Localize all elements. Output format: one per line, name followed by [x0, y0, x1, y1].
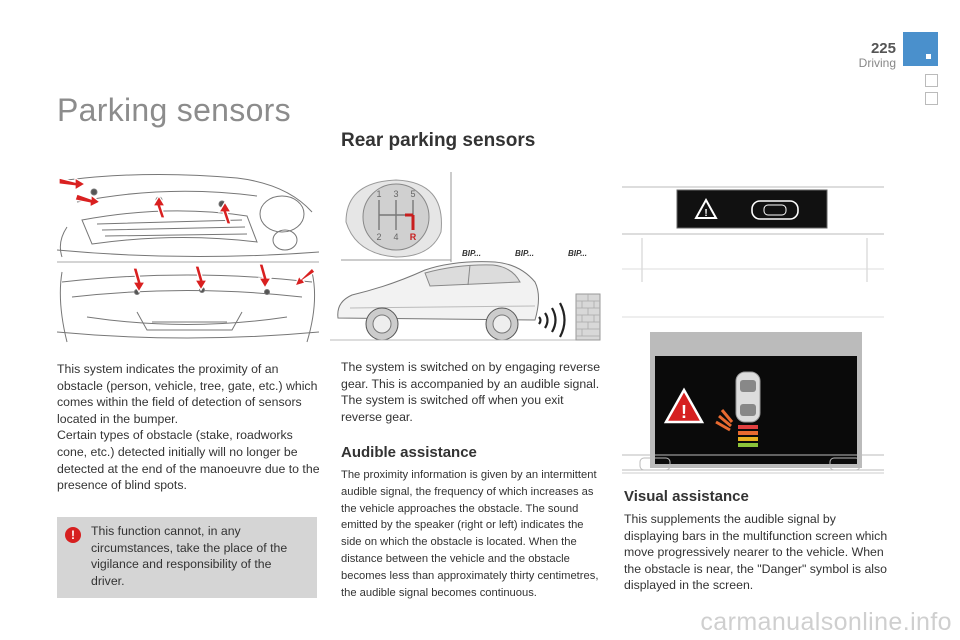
- page-number: 225: [870, 40, 896, 57]
- svg-text:!: !: [681, 402, 687, 422]
- dashboard-bottom-strip: [622, 453, 887, 475]
- warning-icon: !: [65, 527, 81, 543]
- warning-text: This function cannot, in any circumstances, take the place of the vigilance and responsibility of the driver.: [91, 524, 288, 588]
- section-name: Driving: [858, 56, 896, 70]
- car-reversing-illustration: [330, 240, 605, 350]
- page-title: Parking sensors: [57, 92, 291, 128]
- section-tab-empty: [925, 92, 938, 105]
- gear-number: 2: [376, 232, 382, 242]
- multifunction-screen-illustration: [622, 182, 887, 474]
- visual-text: This supplements the audible signal by displaying bars in the multifunction screen which move progressively nearer to the vehicle. When the obstacle is near, the "Danger" symbol is also displayed in the screen.: [624, 512, 888, 593]
- visual-heading: Visual assistance: [624, 488, 749, 505]
- watermark: carmanualsonline.info: [700, 608, 952, 636]
- gear-number: 4: [393, 232, 399, 242]
- rear-parking-heading: Rear parking sensors: [341, 130, 536, 151]
- gear-number: 5: [410, 189, 416, 199]
- section-tab: [903, 32, 938, 66]
- warning-box: [57, 517, 317, 598]
- beep-label: BIP...: [462, 249, 481, 258]
- gear-number: 3: [393, 189, 399, 199]
- svg-text:!: !: [704, 208, 708, 219]
- rear-intro-text: The system is switched on by engaging reverse gear. This is accompanied by an audible signal. The system is switched off when you exit reverse gear.: [341, 360, 601, 424]
- gear-number-reverse: R: [409, 232, 417, 242]
- audible-heading: Audible assistance: [341, 444, 477, 461]
- bumper-sensors-illustration: [57, 172, 319, 348]
- intro-text: This system indicates the proximity of an obstacle (person, vehicle, tree, gate, etc.) which comes within the field of detection of sensors located in the bumper. Certain types of obstacle (stake, roadworks cone, etc.) detected initially will no longer be detected at the end of the manoeuvre due to the presence of blind spots.: [57, 362, 320, 493]
- beep-label: BIP...: [568, 249, 587, 258]
- beep-label: BIP...: [515, 249, 534, 258]
- section-tab-empty: [925, 74, 938, 87]
- audible-text: The proximity information is given by an intermittent audible signal, the frequency of which increases as the vehicle approaches the obstacle. The sound emitted by the speaker (right or left) indicates the side on which the obstacle is located. When the distance between the vehicle and the obstacle becomes less than approximately thirty centimetres, the audible signal becomes continuous.: [341, 469, 599, 599]
- gear-number: 1: [376, 189, 382, 199]
